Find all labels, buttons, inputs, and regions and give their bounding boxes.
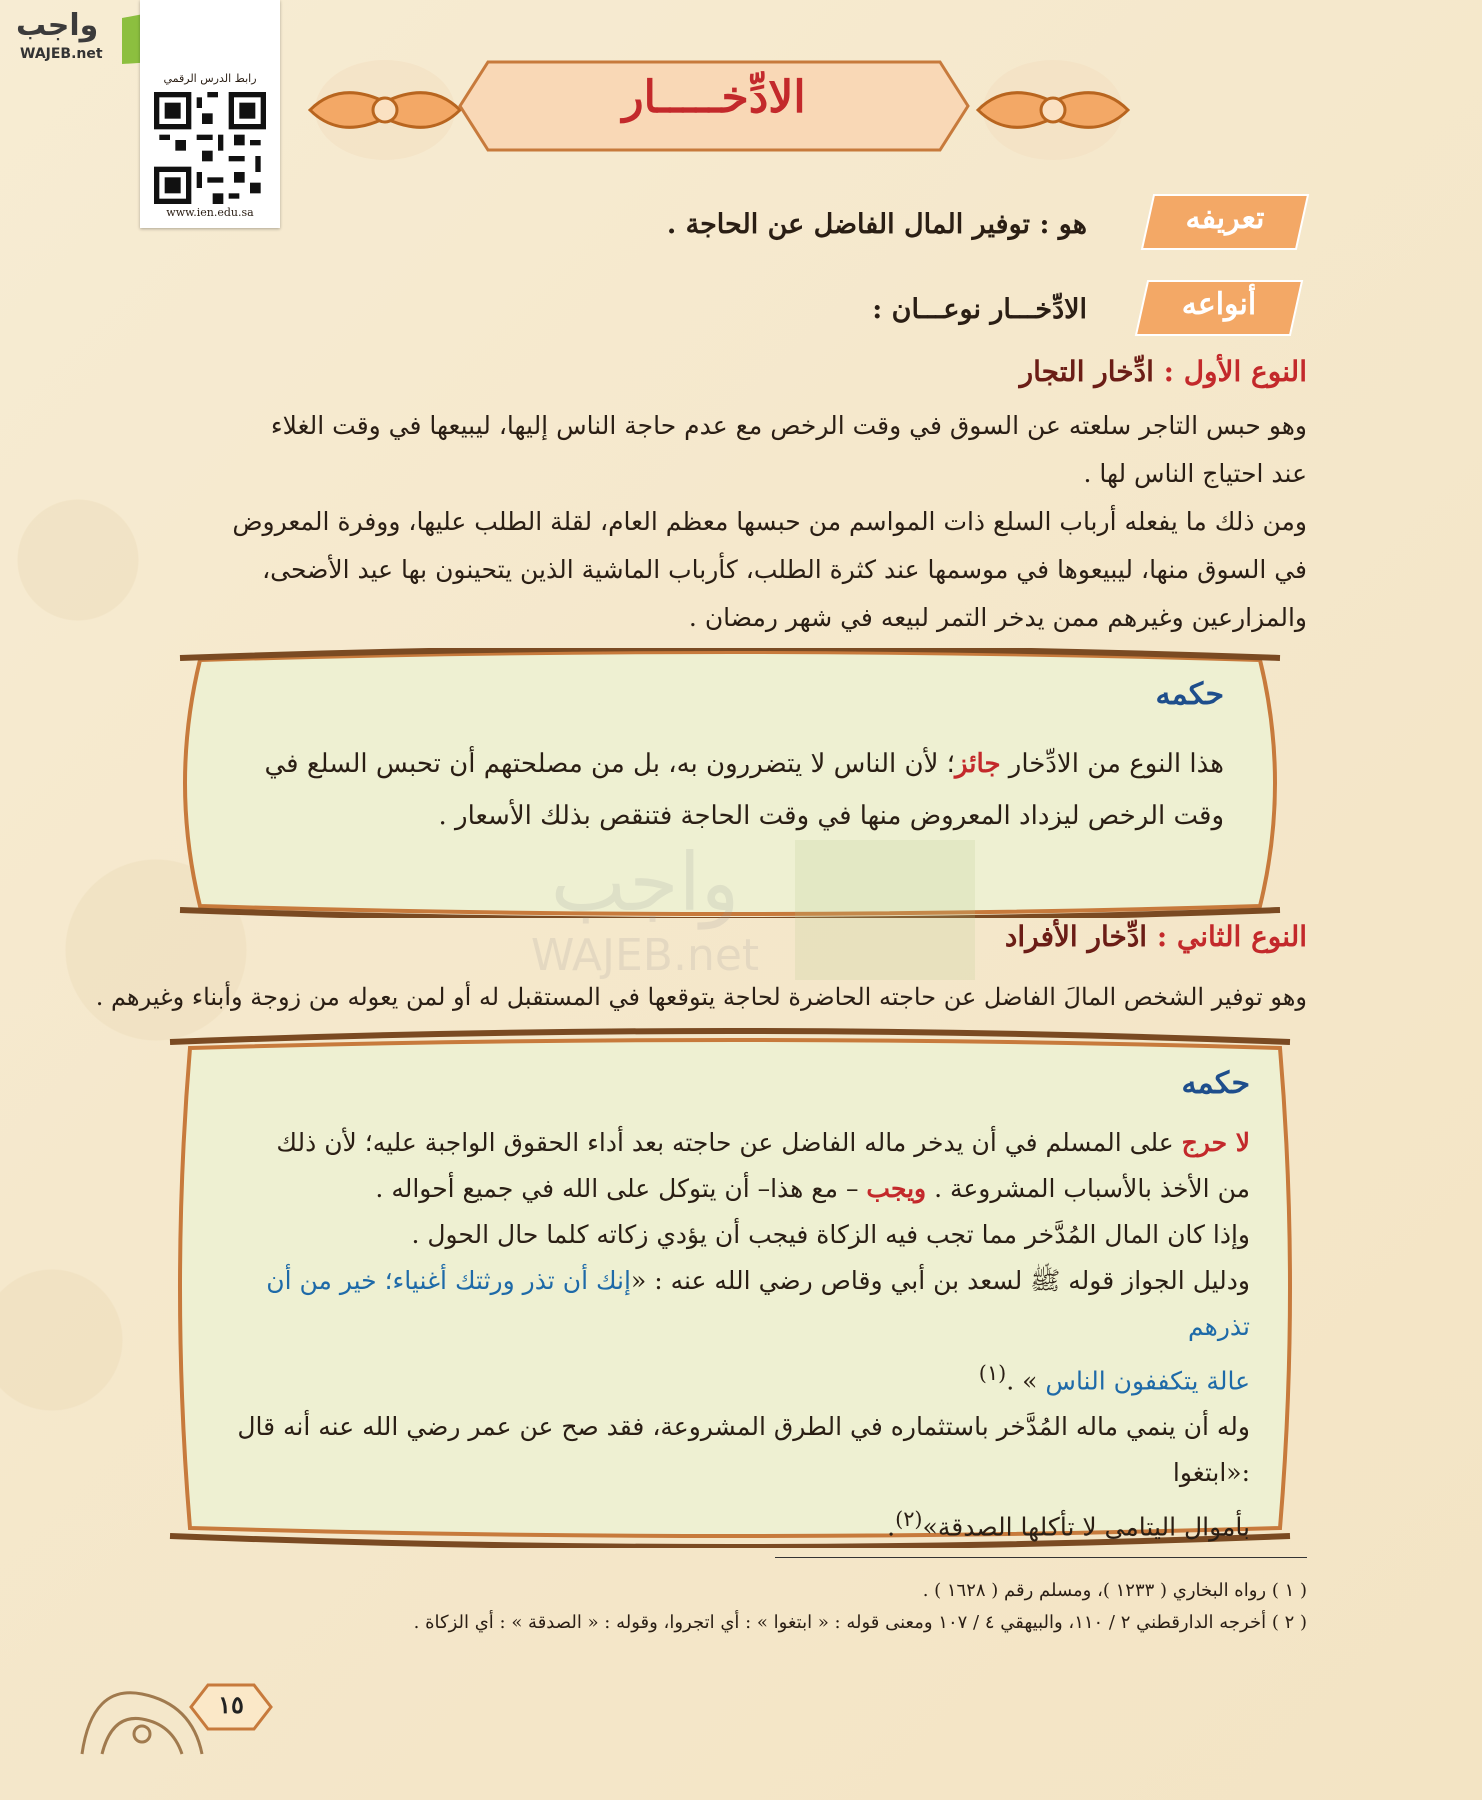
ruling2-heading: حكمه <box>1181 1066 1250 1101</box>
qr-code-icon <box>154 92 266 204</box>
svg-text:واجب: واجب <box>550 840 740 929</box>
footnote-1: ( ١ ) رواه البخاري ( ١٢٣٣ )، ومسلم رقم ( ١٦٢٨ ) . <box>922 1580 1307 1601</box>
type1-line: والمزارعين وغيرهم ممن يدخر التمر لبيعه في شهر رمضان . <box>688 603 1307 632</box>
footnote-2: ( ٢ ) أخرجه الدارقطني ٢ / ١١٠، والبيهقي ٤ / ١٠٧ ومعنى قوله : « ابتغوا » : أي اتجروا، وقوله : « الصدقة » : أي الزكاة . <box>413 1612 1307 1633</box>
type2-name: ادِّخار الأفراد <box>1004 920 1148 953</box>
ruling1-line2: وقت الرخص ليزداد المعروض منها في وقت الحاجة فتنقص بذلك الأسعار . <box>438 801 1224 831</box>
qr-caption: رابط الدرس الرقمي <box>163 72 257 85</box>
page-number: ١٥ <box>218 1690 244 1719</box>
ruling2-line7-end: . <box>887 1512 896 1542</box>
ruling2-must: ويجب <box>866 1174 927 1203</box>
ruling2-line7 <box>200 1496 1250 1550</box>
ruling2-line5 <box>200 1350 1250 1404</box>
logo-word-en: WAJEB.net <box>20 46 103 62</box>
type1-line: في السوق منها، ليبيعوها في موسمها عند كثرة الطلب، كأرباب الماشية الذين يتحينون بها عيد الأضحى، <box>262 555 1307 584</box>
ruling2-line1 <box>200 1120 1250 1166</box>
footnote-ref-1[interactable]: (١) <box>978 1361 1007 1385</box>
definition-tab: تعريفه <box>1185 201 1265 236</box>
logo-word-ar: واجب <box>16 8 99 43</box>
footnote-divider <box>775 1557 1307 1558</box>
type2-label: النوع الثاني : <box>1156 920 1307 953</box>
ruling2-text <box>200 1120 1250 1551</box>
types-tab: أنواعه <box>1181 287 1257 322</box>
type2-text: وهو توفير الشخص المالَ الفاضل عن حاجته الحاضرة لحاجة يتوقعها في المستقبل له أو لمن يعوله من زوجة وأبناء وغيرهم . <box>95 983 1307 1011</box>
ruling2-no-harm: لا حرج <box>1181 1128 1250 1157</box>
type2-heading <box>1005 920 1307 953</box>
hadith-text-end: عالة يتكففون الناس <box>1045 1366 1250 1396</box>
ruling1-line1-b: ؛ لأن الناس لا يتضررون به، بل من مصلحتهم أن تحبس السلع في <box>264 749 955 779</box>
footnote-ref-2[interactable]: (٢) <box>895 1507 923 1532</box>
types-text: الادِّخـــار نوعـــان : <box>872 294 1087 325</box>
watermark-logo <box>495 840 995 980</box>
ruling2-line4-a: ودليل الجواز قوله ﷺ لسعد بن أبي وقاص رضي الله عنه : « <box>630 1266 1250 1295</box>
ruling2-line2-b: – مع هذا– أن يتوكل على الله في جميع أحواله . <box>375 1174 859 1203</box>
type1-name: ادِّخار التجار <box>1019 355 1154 388</box>
type1-heading <box>1020 355 1307 388</box>
ruling2-line1-text: على المسلم في أن يدخر ماله الفاضل عن حاجته بعد أداء الحقوق الواجبة عليه؛ لأن ذلك <box>276 1128 1174 1157</box>
type1-line: وهو حبس التاجر سلعته عن السوق في وقت الرخص مع عدم حاجة الناس إليها، ليبيعها في وقت الغلاء <box>270 411 1307 440</box>
ruling1-line1 <box>244 738 1224 790</box>
ruling2-line2 <box>200 1166 1250 1212</box>
definition-text: هو : توفير المال الفاضل عن الحاجة . <box>666 209 1087 240</box>
ruling1-text <box>244 738 1224 842</box>
ruling2-line2-a: من الأخذ بالأسباب المشروعة . <box>934 1174 1250 1203</box>
ruling2-line7-text: بأموال اليتامى لا تأكلها الصدقة» <box>922 1512 1250 1542</box>
ruling2-line4 <box>200 1258 1250 1350</box>
type1-label: النوع الأول : <box>1163 355 1307 388</box>
title-ornament-right <box>968 50 1138 170</box>
ruling2-line3: وإذا كان المال المُدَّخر مما تجب فيه الزكاة فيجب أن يؤدي زكاته كلما حال الحول . <box>411 1220 1250 1249</box>
title-ornament-left <box>300 50 470 170</box>
page-title: الادِّخـــــار <box>622 72 806 123</box>
digital-lesson-qr[interactable] <box>140 0 280 228</box>
type1-line: ومن ذلك ما يفعله أرباب السلع ذات المواسم من حبسها معظم العام، لقلة الطلب عليها، ووفرة المعروض <box>232 507 1307 536</box>
hadith-text: إنك أن تذر ورثتك أغنياء؛ خير من أن تذرهم <box>266 1266 1250 1341</box>
svg-text:WAJEB.net: WAJEB.net <box>530 930 760 980</box>
type1-line: عند احتياج الناس لها . <box>1083 459 1307 488</box>
ruling2-line6: وله أن ينمي ماله المُدَّخر باستثماره في الطرق المشروعة، فقد صح عن عمر رضي الله عنه أنه قال :«ابتغوا <box>237 1412 1250 1488</box>
ruling1-line1-a: هذا النوع من الادِّخار <box>1008 749 1224 779</box>
ruling2-line5-end: » . <box>1006 1366 1038 1396</box>
ruling1-permissible: جائز <box>954 749 1001 779</box>
type1-body <box>172 402 1307 642</box>
qr-url: www.ien.edu.sa <box>166 206 254 219</box>
ruling1-heading: حكمه <box>1155 677 1224 712</box>
